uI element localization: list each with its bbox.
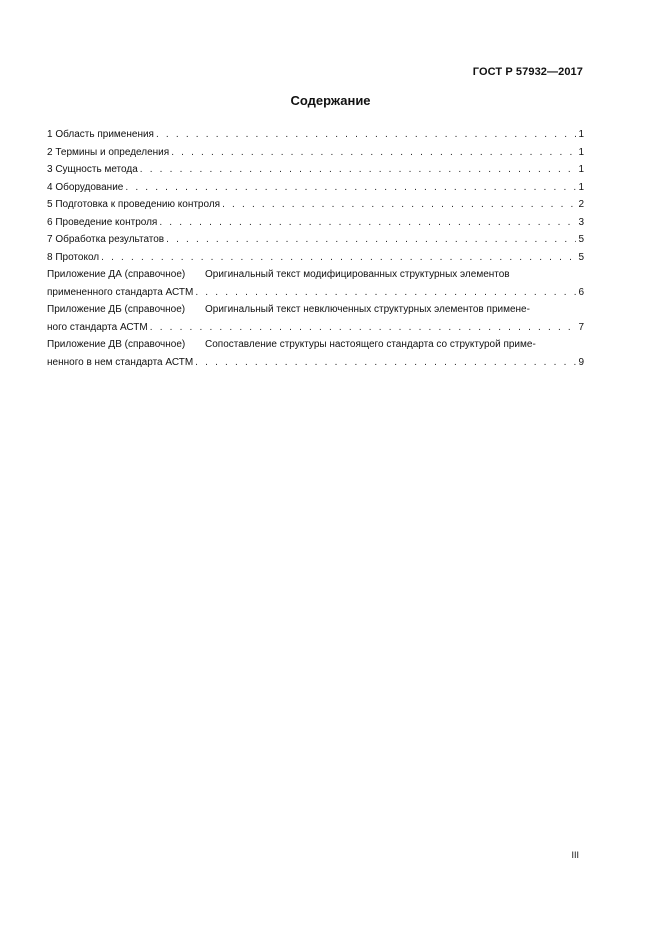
leader-dots [159,214,576,232]
toc-entry-page: 2 [578,199,584,210]
page-number: III [571,850,579,860]
leader-dots [156,126,576,144]
toc-entry-label: 2 Термины и определения [47,146,170,158]
toc-entry-label: 4 Оборудование [47,181,124,193]
appendix-entry-continuation [47,319,584,337]
toc-entry-page: 5 [578,234,584,245]
leader-dots [101,249,576,267]
leader-dots [222,196,576,214]
toc-title: Содержание [290,93,371,108]
toc-entry-label: 3 Сущность метода [47,164,138,175]
toc-entry[interactable] [47,126,584,144]
toc-entry-label: 8 Протокол [47,251,100,263]
appendix-label: Приложение ДБ (справочное) [47,304,186,315]
appendix-title-line1: Оригинальный текст модифицированных структурных элементов [205,269,510,280]
toc-entry-page: 1 [578,146,584,158]
toc-entry[interactable] [47,249,584,267]
leader-dots [195,284,576,302]
toc-entry-label: 6 Проведение контроля [47,216,158,228]
leader-dots [166,231,576,249]
leader-dots [150,319,577,337]
standard-code: ГОСТ Р 57932—2017 [472,66,583,78]
toc-entry[interactable] [47,161,584,179]
toc-entry[interactable] [47,179,584,197]
toc-entry[interactable] [47,196,584,214]
appendix-title-line1: Сопоставление структуры настоящего стандарта со структурой приме- [205,339,536,350]
appendix-entry[interactable] [47,301,584,319]
appendix-entry-continuation [47,354,584,372]
toc-entry-label: 1 Область применения [47,129,154,140]
leader-dots [140,161,577,179]
appendix-entry-continuation [47,284,584,302]
leader-dots [195,354,576,372]
toc-entry-label: 7 Обработка результатов [47,234,165,245]
appendix-entry[interactable] [47,336,584,354]
toc-entry-page: 3 [578,216,584,228]
appendix-title-line2: ненного в нем стандарта АСТМ [47,356,194,368]
table-of-contents [47,126,584,371]
toc-entry[interactable] [47,214,584,232]
appendix-page: 9 [578,356,584,368]
leader-dots [125,179,576,197]
appendix-label: Приложение ДВ (справочное) [47,339,186,350]
appendix-title-line1: Оригинальный текст невключенных структурных элементов примене- [205,304,530,315]
appendix-page: 7 [578,321,584,333]
appendix-label: Приложение ДА (справочное) [47,269,186,280]
toc-entry[interactable] [47,231,584,249]
appendix-entry[interactable] [47,266,584,284]
toc-entry-page: 5 [578,251,584,263]
toc-entry-label: 5 Подготовка к проведению контроля [47,199,221,210]
toc-entry[interactable] [47,144,584,162]
toc-entry-page: 1 [578,181,584,193]
toc-entry-page: 1 [578,129,584,140]
leader-dots [171,144,576,162]
toc-entry-page: 1 [578,164,584,175]
appendix-title-line2: ного стандарта АСТМ [47,321,148,333]
appendix-title-line2: примененного стандарта АСТМ [47,286,194,298]
appendix-page: 6 [578,286,584,298]
